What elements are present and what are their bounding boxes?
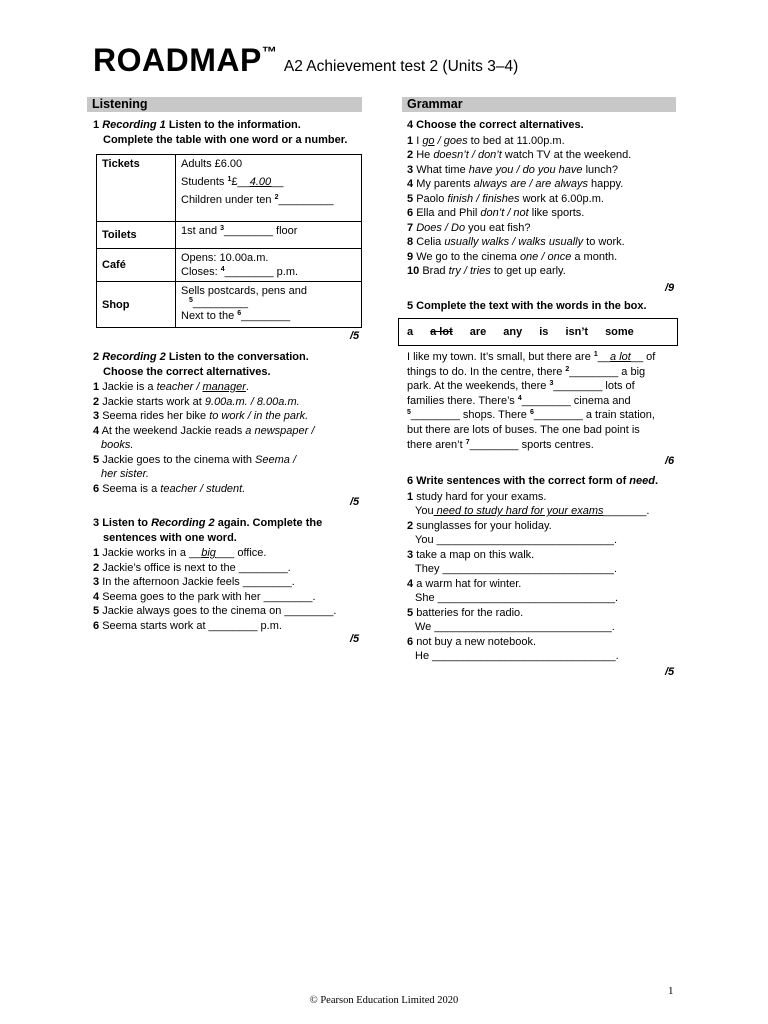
list-item: 6 Seema is a teacher / student. <box>93 482 246 495</box>
answer-line: We _____________________________. <box>415 621 615 633</box>
table-row <box>97 155 362 222</box>
table-row-content: 1st and $^3$________ floor <box>176 222 362 249</box>
word-box <box>398 318 678 346</box>
test-title: A2 Achievement test 2 (Units 3–4) <box>283 58 519 75</box>
exercise-2-score: /5 <box>350 496 360 508</box>
word-box-item: any <box>503 326 523 338</box>
answer-line: He ______________________________. <box>415 650 619 662</box>
word-box-item: isn’t <box>565 326 589 338</box>
list-item: 5 Jackie goes to the cinema with Seema / her sister. <box>93 453 297 480</box>
table-row-label: Café <box>97 249 176 282</box>
listening-heading-text: Listening <box>92 97 148 111</box>
word-box-item: a <box>407 326 414 338</box>
list-item: 2 sunglasses for your holiday. <box>407 519 552 532</box>
exercise-4-instructions: 4 Choose the correct alternatives. <box>407 119 584 131</box>
exercise-2-instructions: 2 Recording 2 Listen to the conversation. Choose the correct alternatives. <box>93 351 309 378</box>
page-number: 1 <box>668 985 674 997</box>
list-item: 1 Jackie is a teacher / manager. <box>93 381 249 393</box>
exercise-5-instructions: 5 Complete the text with the words in the box. <box>407 300 647 312</box>
table-row-label: Toilets <box>97 222 176 249</box>
brand-logo-text: ROADMAP <box>93 42 262 78</box>
exercise-4-score: /9 <box>665 282 675 294</box>
list-item: 9 We go to the cinema one / once a month. <box>407 250 618 263</box>
word-box-item: some <box>605 326 634 338</box>
list-item: 10 Brad try / tries to get up early. <box>407 265 566 277</box>
list-item: 1 Jackie works in a __big___ office. <box>93 547 267 559</box>
answer-line: You need to study hard for your exams_______. <box>415 505 650 517</box>
page-header <box>93 42 518 79</box>
list-item: 2 Jackie starts work at 9.00a.m. / 8.00a.m. <box>93 395 300 408</box>
table-row <box>97 249 362 282</box>
grammar-heading-text: Grammar <box>407 97 463 111</box>
exercise-6 <box>407 474 679 664</box>
answer-line: You _____________________________. <box>415 534 618 546</box>
table-row-label: Shop <box>97 282 176 328</box>
list-item: 7 Does / Do you eat fish? <box>407 221 531 234</box>
table-row-content: Adults £6.00 Students $^1$£__4.00__ Children under ten $^2$_________ <box>176 155 362 222</box>
section-heading-listening <box>87 97 362 112</box>
list-item: 2 He doesn’t / don’t watch TV at the weekend. <box>407 149 632 161</box>
list-item: 4 a warm hat for winter. <box>407 577 522 590</box>
copyright-footer: © Pearson Education Limited 2020 <box>309 995 459 1006</box>
exercise-3 <box>93 516 363 633</box>
list-item: 6 Ella and Phil don’t / not like sports. <box>407 207 585 219</box>
list-item: 3 take a map on this walk. <box>407 548 535 561</box>
table-row <box>97 282 362 328</box>
exercise-1 <box>93 118 363 148</box>
word-box-item-crossed: a lot <box>430 326 453 338</box>
list-item: 5 Jackie always goes to the cinema on ________. <box>93 605 337 617</box>
list-item: 6 not buy a new notebook. <box>407 635 537 648</box>
table-row-content: Opens: 10.00a.m. Closes: $^4$________ p.m. <box>176 249 362 282</box>
list-item: 5 batteries for the radio. <box>407 606 524 619</box>
list-item: 3 In the afternoon Jackie feels ________. <box>93 576 295 588</box>
answer-line: She _____________________________. <box>415 592 619 604</box>
answer-line: They ____________________________. <box>415 563 617 575</box>
exercise-1-instructions: 1 Recording 1 Listen to the information. Complete the table with one word or a number. <box>93 119 348 146</box>
table-row-label: Tickets <box>97 155 176 222</box>
exercise-2 <box>93 350 363 496</box>
exercise-5-text: I like my town. It’s small, but there are $^1$__a lot__ of things to do. In the centre, there $^2$________ a big park. At the weekends, there $^3$________ lots of families there. There’s $^4$________ cinema and $^5$________ shops. There $^6$________ a train station, but there are lots of buses. The one bad point is there aren’t $^7$________ sports centres. <box>407 351 656 451</box>
table-row <box>97 222 362 249</box>
section-heading-grammar <box>402 97 676 112</box>
exercise-5-score: /6 <box>665 455 675 467</box>
tickets-table <box>96 154 362 328</box>
word-box-item: is <box>539 326 549 338</box>
list-item: 6 Seema starts work at ________ p.m. <box>93 619 282 632</box>
list-item: 1 I go / goes to bed at 11.00p.m. <box>407 134 565 147</box>
list-item: 4 At the weekend Jackie reads a newspaper / books. <box>93 424 315 451</box>
list-item: 1 study hard for your exams. <box>407 490 547 503</box>
list-item: 3 What time have you / do you have lunch? <box>407 163 618 176</box>
exercise-3-instructions: 3 Listen to Recording 2 again. Complete the sentences with one word. <box>93 517 323 544</box>
list-item: 5 Paolo finish / finishes work at 6.00p.m. <box>407 192 604 205</box>
table-row-content: Sells postcards, pens and $^5$_________ Next to the $^6$________ <box>176 282 362 328</box>
exercise-6-score: /5 <box>665 666 675 678</box>
exercise-6-instructions: 6 Write sentences with the correct form of need. <box>407 475 659 487</box>
list-item: 4 My parents always are / are always happy. <box>407 178 624 190</box>
trademark-symbol: ™ <box>261 44 277 61</box>
word-box-item: are <box>469 326 487 338</box>
exercise-4 <box>407 118 677 279</box>
list-item: 2 Jackie’s office is next to the ________. <box>93 561 291 574</box>
list-item: 3 Seema rides her bike to work / in the park. <box>93 410 309 422</box>
exercise-1-score: /5 <box>350 330 360 342</box>
list-item: 8 Celia usually walks / walks usually to work. <box>407 236 625 248</box>
exercise-3-score: /5 <box>350 633 360 645</box>
list-item: 4 Seema goes to the park with her ________. <box>93 590 316 603</box>
